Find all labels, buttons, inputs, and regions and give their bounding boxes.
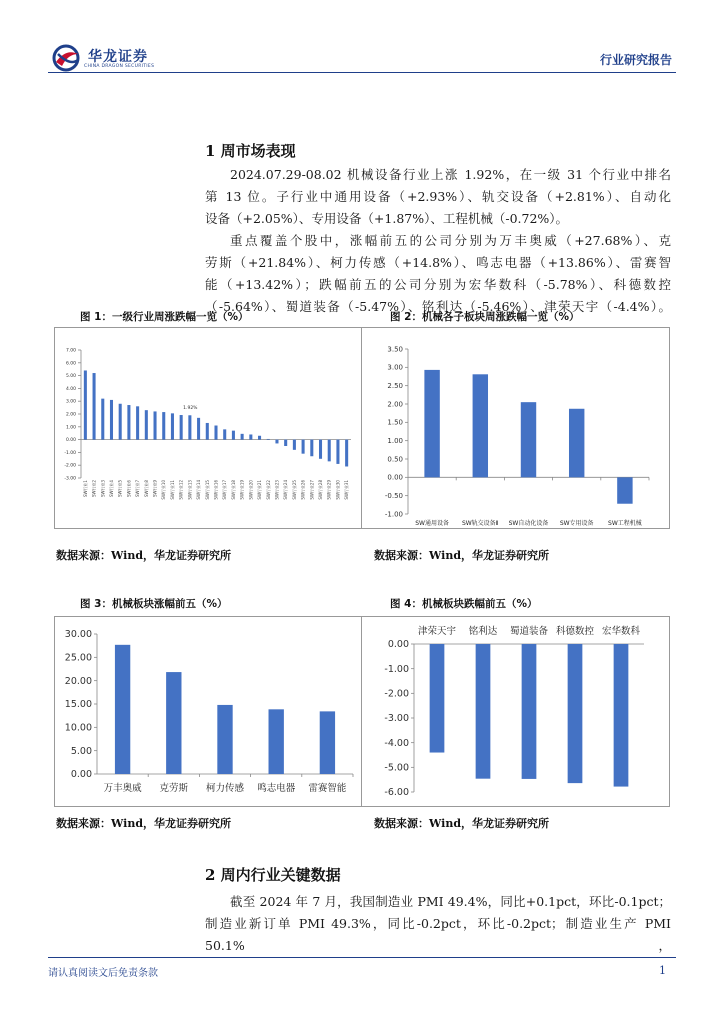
section-2-title: 2 周内行业关键数据 [205, 866, 341, 884]
y-tick-label: 2.00 [387, 400, 403, 409]
x-category-label: SW行业19 [239, 480, 245, 500]
y-tick-label: -1.00 [64, 450, 76, 456]
bar-6 [127, 405, 130, 440]
x-category-label: 津荣天宇 [417, 626, 457, 637]
text-line: 能（+13.42%）；跌幅前五的公司分别为宏华数科（-5.78%）、科德数控 [205, 277, 671, 292]
text-line: （-5.64%）、蜀道装备（-5.47%）、铭利达（-5.46%）、津荣天宇（-4.4%）。 [205, 299, 671, 314]
x-category-label: SW行业6 [126, 480, 132, 498]
x-category-label: SW行业25 [291, 480, 297, 500]
bar-annotation: 1.92% [183, 406, 198, 412]
x-category-label: SW自动化设备 [508, 520, 549, 527]
footer-disclaimer: 请认真阅读文后免责条款 [48, 968, 158, 979]
x-category-label: SW行业5 [117, 480, 123, 498]
section-1-paragraph-1 [205, 164, 671, 230]
bar-7 [136, 406, 139, 439]
bar-22 [267, 439, 270, 440]
y-tick-label: 0.00 [70, 769, 92, 781]
x-category-label: SW轨交设备Ⅱ [461, 520, 499, 527]
page-header [0, 0, 724, 78]
x-category-label: SW行业2 [91, 480, 97, 498]
bar-5 [119, 404, 122, 440]
bar-15 [206, 423, 209, 440]
x-category-label: SW行业1 [82, 480, 88, 498]
bar-4 [568, 644, 583, 783]
x-category-label: SW行业28 [318, 480, 324, 500]
y-tick-label: -5.00 [384, 762, 409, 774]
bar-4 [269, 709, 284, 774]
y-tick-label: 3.50 [387, 345, 403, 354]
x-category-label: SW行业20 [248, 480, 254, 500]
x-category-label: SW行业18 [230, 480, 236, 500]
bar-17 [223, 429, 226, 439]
text-line: 劳斯（+21.84%）、柯力传感（+14.8%）、鸣志电器（+13.86%）、雷赛智 [205, 255, 671, 270]
y-tick-label: 25.00 [64, 652, 92, 664]
bar-8 [145, 410, 148, 439]
x-category-label: 万丰奥威 [103, 783, 142, 794]
page-number: 1 [659, 964, 666, 977]
header-divider [48, 72, 676, 73]
x-category-label: SW行业16 [213, 480, 219, 500]
x-category-label: SW行业27 [309, 480, 315, 500]
x-category-label: 宏华数科 [601, 626, 641, 637]
x-category-label: SW行业4 [108, 480, 114, 498]
x-category-label: 柯力传感 [205, 783, 245, 794]
y-tick-label: -6.00 [384, 787, 409, 799]
y-tick-label: 5.00 [70, 745, 92, 757]
y-tick-label: 2.50 [387, 382, 403, 390]
text-line: 截至 2024 年 7 月，我国制造业 PMI 49.4%，同比+0.1pct，环比-0.1pct； [230, 894, 671, 909]
y-tick-label: -2.00 [384, 688, 409, 700]
bar-25 [293, 440, 296, 450]
x-category-label: SW工程机械 [608, 520, 642, 527]
x-category-label: SW行业11 [169, 480, 175, 500]
logo-subtitle: CHINA DRAGON SECURITIES [84, 64, 155, 69]
section-1-paragraph-2 [205, 230, 671, 318]
bar-2 [476, 644, 491, 779]
x-category-label: SW行业21 [257, 480, 263, 500]
x-category-label: 蜀道装备 [509, 626, 549, 637]
y-tick-label: 0.50 [387, 455, 403, 464]
bar-1 [115, 645, 130, 774]
y-tick-label: 3.00 [387, 363, 403, 372]
text-line: 设备（+2.05%）、专用设备（+1.87%）、工程机械（-0.72%）。 [205, 211, 569, 226]
y-tick-label: -3.00 [384, 713, 409, 725]
y-tick-label: -1.00 [384, 663, 409, 675]
figure-4-title: 图 4：机械板块跌幅前五（%） [390, 598, 538, 610]
text-line: 2024.07.29-08.02 机械设备行业上涨 1.92%，在一级 31 个行业中排名 [230, 167, 671, 182]
x-category-label: SW行业8 [143, 480, 149, 498]
bar-9 [154, 411, 157, 439]
figure-2-frame [361, 327, 670, 529]
x-category-label: SW行业14 [196, 480, 202, 500]
bar-5 [614, 644, 629, 787]
y-tick-label: 0.00 [387, 639, 409, 651]
bar-21 [258, 436, 261, 440]
bar-23 [275, 440, 278, 444]
y-tick-label: 4.00 [65, 386, 76, 392]
figure-2-chart [362, 328, 669, 528]
figure-3-chart [55, 617, 361, 806]
bar-2 [473, 374, 488, 477]
y-tick-label: -4.00 [384, 737, 409, 749]
x-category-label: SW行业12 [178, 480, 184, 500]
x-category-label: SW行业22 [265, 480, 271, 500]
text-line: 制造业新订单 PMI 49.3%，同比-0.2pct，环比-0.2pct；制造业生产 PMI 50.1%， [205, 916, 671, 953]
bar-24 [284, 440, 287, 446]
figure-4-chart [362, 617, 669, 806]
y-tick-label: 10.00 [64, 722, 92, 734]
y-tick-label: -3.00 [64, 476, 76, 482]
y-tick-label: 30.00 [64, 629, 92, 641]
bar-12 [180, 415, 183, 440]
y-tick-label: 20.00 [64, 675, 92, 687]
x-category-label: 铭利达 [468, 626, 498, 637]
bar-31 [345, 440, 348, 467]
bar-5 [320, 711, 335, 774]
x-category-label: SW行业9 [152, 480, 158, 498]
bar-3 [521, 402, 536, 477]
x-category-label: SW行业24 [283, 480, 289, 500]
y-tick-label: 1.50 [387, 418, 403, 427]
bar-16 [214, 426, 217, 440]
x-category-label: SW专用设备 [559, 520, 594, 527]
bar-13 [188, 415, 191, 439]
y-tick-label: 1.00 [387, 437, 403, 445]
section-2-paragraph [205, 891, 671, 957]
bar-28 [319, 440, 322, 459]
x-category-label: 克劳斯 [159, 783, 189, 794]
x-category-label: SW行业29 [326, 480, 332, 500]
bar-3 [522, 644, 537, 779]
x-category-label: SW行业10 [161, 480, 167, 500]
bar-26 [302, 440, 305, 454]
y-tick-label: 7.00 [65, 348, 76, 354]
bar-18 [232, 431, 235, 440]
y-tick-label: 1.00 [65, 425, 76, 431]
footer-divider [48, 957, 676, 958]
figure-3-frame [54, 616, 362, 807]
bar-1 [430, 644, 445, 753]
y-tick-label: -1.00 [384, 510, 403, 519]
figure-3-source: 数据来源：Wind，华龙证券研究所 [56, 817, 232, 830]
y-tick-label: -2.00 [64, 463, 76, 469]
figure-4-frame [361, 616, 670, 807]
bar-29 [328, 440, 331, 462]
figure-1-chart [55, 328, 361, 528]
bar-1 [84, 370, 87, 439]
figure-2-title: 图 2：机械各子板块周涨跌幅一览（%） [390, 311, 580, 323]
bar-27 [310, 440, 313, 457]
bar-4 [110, 400, 113, 440]
bar-10 [162, 412, 165, 440]
y-tick-label: 0.00 [387, 473, 403, 482]
y-tick-label: 15.00 [64, 699, 92, 711]
figure-4-source: 数据来源：Wind，华龙证券研究所 [374, 817, 550, 830]
y-tick-label: -0.50 [384, 492, 403, 500]
bar-11 [171, 413, 174, 439]
y-tick-label: 3.00 [65, 399, 76, 405]
bar-5 [617, 477, 632, 503]
x-category-label: SW行业30 [335, 480, 341, 500]
report-type: 行业研究报告 [599, 53, 672, 67]
figure-3-title: 图 3：机械板块涨幅前五（%） [80, 598, 228, 610]
section-1-title: 1 周市场表现 [205, 142, 296, 160]
bar-3 [101, 399, 104, 440]
figure-2-source: 数据来源：Wind，华龙证券研究所 [374, 549, 550, 562]
x-category-label: 科德数控 [555, 626, 595, 637]
x-category-label: SW行业23 [274, 480, 280, 500]
x-category-label: SW行业17 [222, 480, 228, 500]
y-tick-label: 2.00 [65, 412, 76, 418]
x-category-label: 鸣志电器 [257, 783, 296, 794]
text-line: 重点覆盖个股中，涨幅前五的公司分别为万丰奥威（+27.68%）、克 [230, 233, 671, 248]
figure-1-source: 数据来源：Wind，华龙证券研究所 [56, 549, 232, 562]
y-tick-label: 6.00 [65, 361, 76, 367]
x-category-label: SW行业31 [344, 480, 350, 500]
figure-1-frame [54, 327, 362, 529]
bar-4 [569, 409, 584, 478]
x-category-label: SW行业26 [300, 480, 306, 500]
bar-19 [241, 434, 244, 440]
bar-20 [249, 434, 252, 439]
bar-1 [424, 370, 439, 477]
figure-1-title: 图 1：一级行业周涨跌幅一览（%） [80, 311, 249, 323]
x-category-label: SW行业13 [187, 480, 193, 500]
x-category-label: SW行业3 [100, 480, 106, 498]
y-tick-label: 0.00 [65, 438, 76, 444]
y-tick-label: 5.00 [65, 374, 76, 380]
logo-text: 华龙证券 [88, 49, 148, 65]
x-category-label: SW通用设备 [415, 520, 449, 527]
x-category-label: 雷赛智能 [308, 783, 347, 794]
x-category-label: SW行业7 [135, 480, 141, 498]
bar-3 [217, 705, 232, 774]
bar-2 [93, 373, 96, 440]
bar-2 [166, 672, 181, 774]
text-line: 第 13 位。子行业中通用设备（+2.93%）、轨交设备（+2.81%）、自动化 [205, 189, 671, 204]
x-category-label: SW行业15 [204, 480, 210, 500]
bar-14 [197, 418, 200, 440]
bar-30 [336, 440, 339, 464]
